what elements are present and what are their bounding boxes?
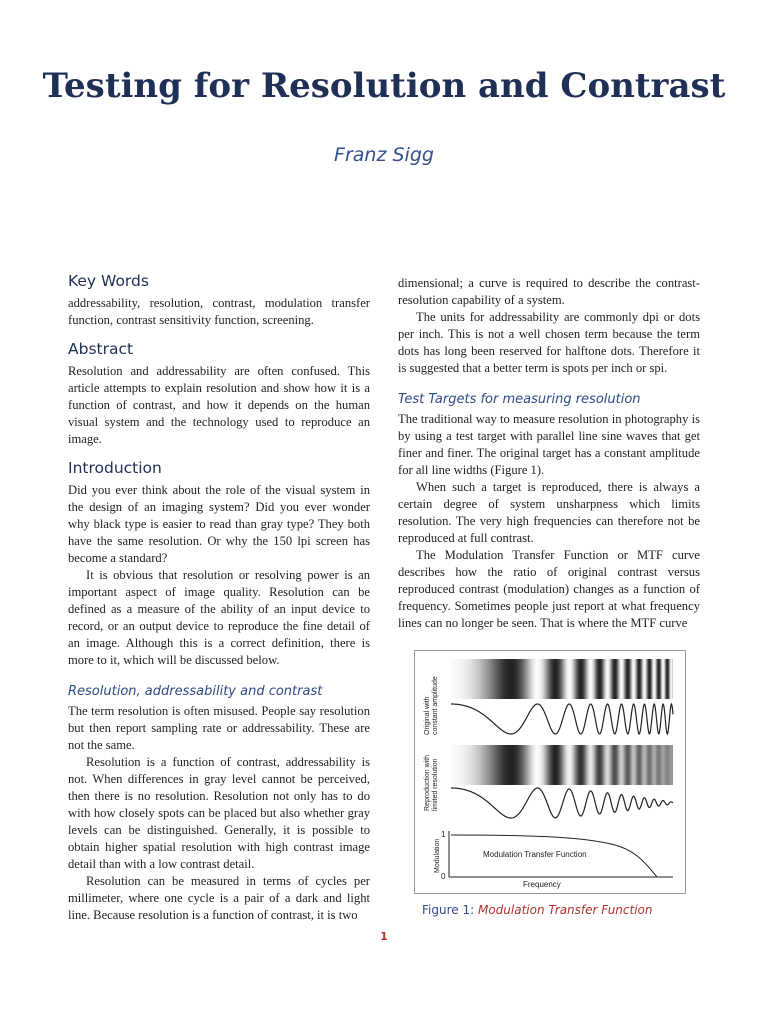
reproduction-label-group [424,755,439,811]
reproduction-sine-wave [451,788,673,818]
modulation-axis-label: Modulation [434,838,441,873]
mtf-figure [414,650,686,894]
intro-paragraph-1: Did you ever think about the role of the visual system in the design of an imaging system? Did you ever wonder why black type is easier to read than gray type? They both have the same resolution. Or why the 150 lpi screen has become a standard? [68,483,370,565]
test-targets-paragraph-2: When such a target is reproduced, there is always a certain degree of system unsharpness which limits resolution. The very high frequencies can therefore not be reproduced at full contrast. [398,480,700,545]
left-column [68,271,370,924]
author-name: Franz Sigg [334,144,434,166]
original-label-line-1: Original with [424,696,431,735]
right-column [398,275,700,632]
paper-title: Testing for Resolution and Contrast [42,66,726,106]
intro-paragraph-2: It is obvious that resolution or resolving power is an important aspect of image quality. Resolution can be defined as a measure of the ability of an input device to record, or an output device to reproduce the fine detail of an image. Although this is a correct definition, there is more to it, which will be discussed below. [68,568,370,667]
y-tick-bottom: 0 [441,872,446,881]
resolution-paragraph-1: The term resolution is often misused. People say resolution but then report sampling rate or addressability. These are not the same. [68,704,370,752]
subsection-resolution-heading: Resolution, addressability and contrast [68,684,323,699]
x-axis-label: Frequency [523,880,561,889]
figure-caption [422,903,652,917]
mtf-curve-label: Modulation Transfer Function [483,850,587,859]
y-tick-top: 1 [441,830,446,839]
keywords-heading: Key Words [68,272,149,290]
caption-label: Figure 1: [422,903,475,917]
test-targets-paragraph-1: The traditional way to measure resolution in photography is by using a test target with parallel line sine waves that get finer and finer. The original target has a constant amplitude for all line widths (Figure 1). [398,412,700,477]
original-label-line-2: constant amplitude [432,676,439,735]
subsection-test-targets-heading: Test Targets for measuring resolution [398,392,641,407]
resolution-paragraph-3: Resolution can be measured in terms of cycles per millimeter, where one cycle is a pair of a dark and light line. Because resolution is a function of contrast, it is two [68,874,370,922]
abstract-text: Resolution and addressability are often confused. This article attempts to explain resolution and show how it is a function of contrast, and how it depends on the human visual system and the technology used to reproduce an image. [68,364,370,446]
introduction-heading: Introduction [68,459,162,477]
mtf-figure-graphic [415,651,685,893]
original-sine-wave [451,704,673,734]
abstract-heading: Abstract [68,340,134,358]
test-targets-paragraph-3: The Modulation Transfer Function or MTF curve describes how the ratio of original contrast versus reproduced contrast (modulation) changes as a function of frequency. Sometimes people just report at what frequency lines can no longer be seen. That is where the MTF curve [398,548,700,630]
keywords-text: addressability, resolution, contrast, modulation transfer function, contrast sensitivity function, screening. [68,296,370,327]
page-number: 1 [380,930,388,943]
original-label-group [424,676,439,735]
units-paragraph: The units for addressability are commonly dpi or dots per inch. This is not a well chosen term because the term dots has long been reserved for halftone dots. Therefore it is suggested that a better term is spots per inch or spi. [398,310,700,375]
original-target-strip [451,659,673,699]
resolution-paragraph-2: Resolution is a function of contrast, addressability is not. When differences in gray level cannot be perceived, then there is no resolution. Resolution not only has to do with how closely spots can be placed but also whether gray levels can be distinguished. Generally, it is possible to obtain higher spatial resolution with high contrast image detail than with a low contrast detail. [68,755,370,871]
continued-paragraph: dimensional; a curve is required to describe the contrast-resolution capability of a system. [398,276,700,307]
reproduction-label-line-2: limited resolution [432,758,439,811]
reproduction-label-line-1: Reproduction with [424,754,431,811]
caption-text: Modulation Transfer Function [477,903,653,917]
reproduction-target-strip [451,745,673,785]
